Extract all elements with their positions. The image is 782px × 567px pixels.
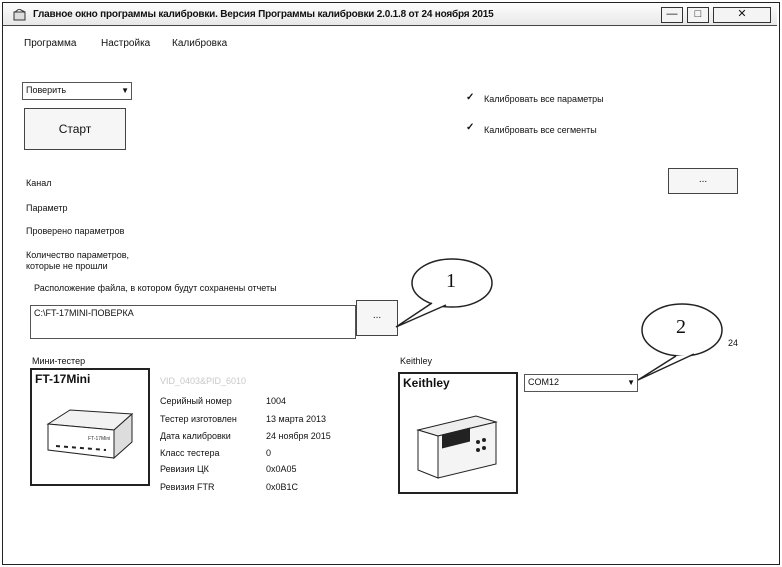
keithley-device-image bbox=[412, 402, 504, 482]
info-value-rev-ck: 0x0A05 bbox=[266, 464, 297, 474]
calibrate-all-params-label: Калибровать все параметры bbox=[484, 94, 604, 104]
report-location-label: Расположение файла, в котором будут сохранены отчеты bbox=[34, 283, 277, 293]
app-icon bbox=[13, 9, 27, 21]
chevron-down-icon: ▼ bbox=[121, 86, 129, 95]
minimize-button[interactable]: — bbox=[661, 7, 683, 23]
checkmark-icon: ✓ bbox=[466, 92, 475, 103]
calibrate-all-segments-checkbox[interactable] bbox=[466, 122, 474, 133]
info-label-serial: Серийный номер bbox=[160, 396, 232, 406]
report-browse-button[interactable]: ... bbox=[356, 300, 398, 336]
mini-tester-card[interactable] bbox=[30, 368, 150, 486]
menu-nastroika[interactable]: Настройка bbox=[101, 38, 151, 49]
info-label-class: Класс тестера bbox=[160, 448, 220, 458]
calibrate-all-params-checkbox[interactable] bbox=[466, 92, 474, 103]
info-value-manufactured: 13 марта 2013 bbox=[266, 414, 327, 424]
mini-tester-card-title: FT-17Mini bbox=[35, 372, 91, 386]
info-label-rev-ftr: Ревизия FTR bbox=[160, 482, 215, 492]
info-value-serial: 1004 bbox=[266, 396, 287, 406]
info-label-rev-ck: Ревизия ЦК bbox=[160, 464, 209, 474]
com-port-value: COM12 bbox=[528, 377, 560, 387]
window-title: Главное окно программы калибровки. Версия Программы калибровки 2.0.1.8 от 24 ноября 2015 bbox=[33, 9, 494, 20]
title-bar bbox=[3, 3, 777, 26]
channel-browse-button[interactable]: ... bbox=[668, 168, 738, 194]
menu-programma[interactable]: Программа bbox=[24, 38, 77, 49]
keithley-card-title: Keithley bbox=[403, 376, 450, 390]
mini-tester-device-image bbox=[40, 400, 140, 470]
callout-1-number: 1 bbox=[446, 270, 456, 292]
parameter-label: Параметр bbox=[26, 203, 68, 213]
mode-select[interactable] bbox=[22, 82, 132, 100]
info-value-calibration-date: 24 ноября 2015 bbox=[266, 431, 331, 441]
keithley-group-label: Keithley bbox=[400, 356, 433, 366]
failed-params-label: Количество параметров, которые не прошли bbox=[26, 250, 130, 271]
info-label-manufactured: Тестер изготовлен bbox=[160, 414, 237, 424]
checked-params-label: Проверено параметров bbox=[26, 226, 125, 236]
checkmark-icon: ✓ bbox=[466, 122, 475, 133]
mode-select-value: Поверить bbox=[26, 85, 67, 95]
start-button[interactable]: Старт bbox=[24, 108, 126, 150]
callout-1-graphic bbox=[360, 255, 500, 335]
info-value-rev-ftr: 0x0B1C bbox=[266, 482, 299, 492]
com-port-select[interactable] bbox=[524, 374, 638, 392]
mini-tester-device-label: FT-17Mini bbox=[88, 436, 111, 442]
channel-label: Канал bbox=[26, 178, 52, 188]
restore-button[interactable]: □ bbox=[687, 7, 709, 23]
mini-tester-port-label: VID_0403&PID_6010 bbox=[160, 376, 247, 386]
info-label-calibration-date: Дата калибровки bbox=[160, 431, 231, 441]
side-label: 24 bbox=[728, 338, 739, 348]
chevron-down-icon: ▼ bbox=[627, 378, 635, 387]
callout-2-number: 2 bbox=[676, 316, 686, 338]
mini-tester-group-label: Мини-тестер bbox=[32, 356, 86, 366]
keithley-card[interactable] bbox=[398, 372, 518, 494]
calibrate-all-segments-label: Калибровать все сегменты bbox=[484, 125, 597, 135]
callout-2-graphic bbox=[620, 300, 740, 390]
report-path-input[interactable] bbox=[30, 305, 356, 339]
close-button[interactable]: ✕ bbox=[713, 7, 771, 23]
info-value-class: 0 bbox=[266, 448, 272, 458]
menu-kalibrovka[interactable]: Калибровка bbox=[172, 38, 228, 49]
report-path-value: C:\FT-17MINI-ПОВЕРКА bbox=[34, 308, 134, 318]
